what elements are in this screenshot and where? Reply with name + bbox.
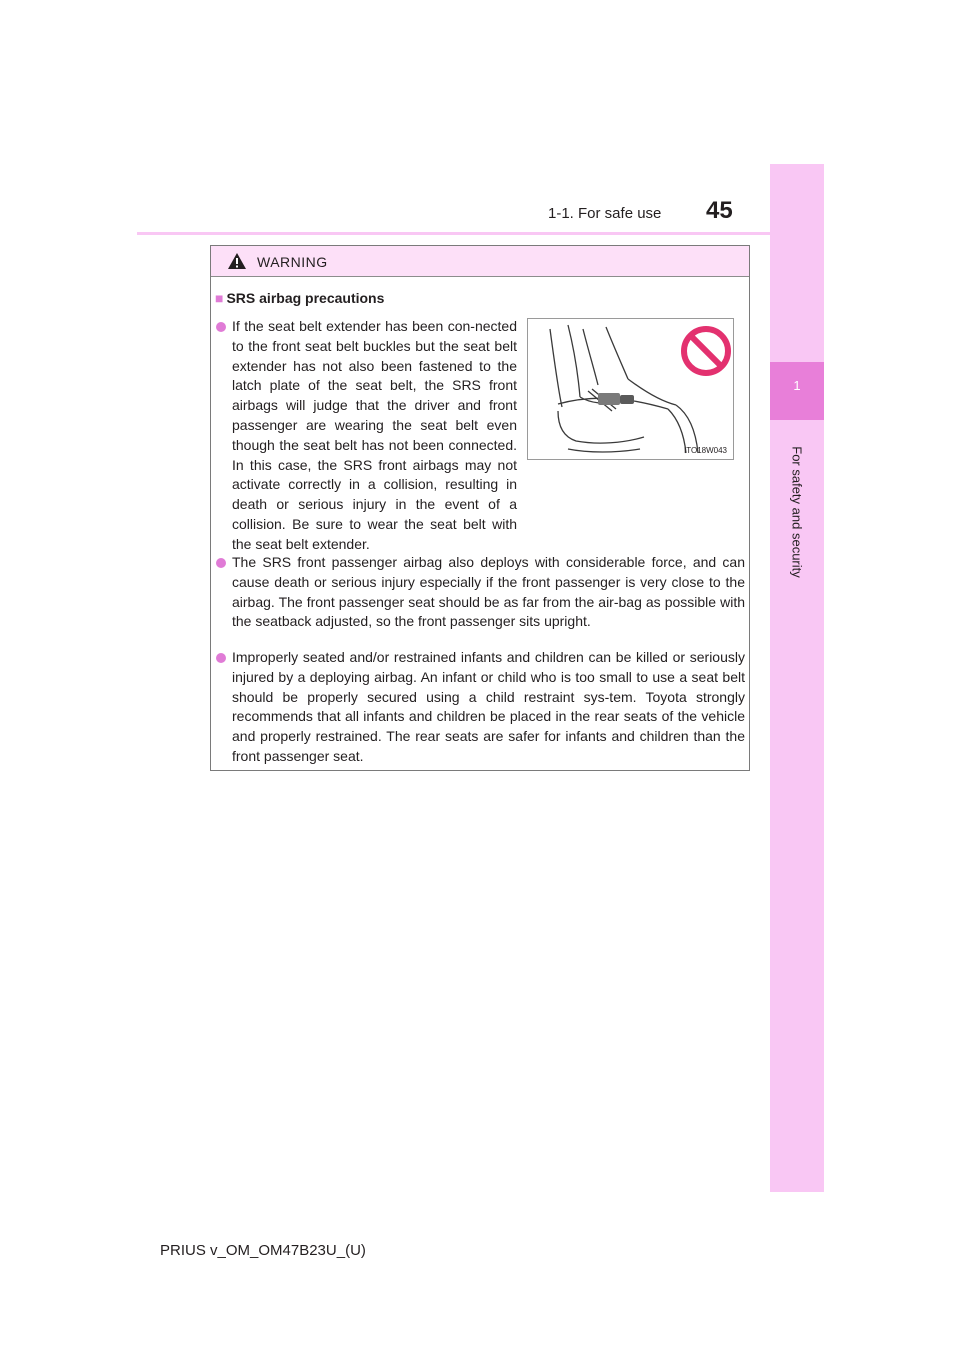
- side-tab: [770, 164, 824, 1192]
- header-divider: [137, 232, 824, 235]
- warning-subheading: [215, 290, 384, 306]
- list-item: [216, 648, 746, 768]
- warning-triangle-icon: [227, 252, 247, 270]
- document-id: PRIUS v_OM_OM47B23U_(U): [160, 1242, 366, 1259]
- illustration-code: ITO18W043: [684, 446, 727, 455]
- bullet-dot-icon: [216, 653, 226, 663]
- bullet-text: The SRS front passenger airbag also deploys with considerable force, and can cause death or serious injury especially if the front passenger is very close to the airbag. The front passenger seat should be as far from the air-bag as possible with the seatback adjusted, so the front passenger sits upright.: [232, 554, 745, 630]
- bullet-dot-icon: [216, 322, 226, 332]
- subheading-text: SRS airbag precautions: [226, 290, 385, 306]
- warning-box: [210, 245, 750, 771]
- bullet-dot-icon: [216, 558, 226, 568]
- prohibition-icon: [684, 329, 728, 373]
- list-item: [216, 553, 746, 653]
- chapter-number: 1: [793, 378, 801, 393]
- chapter-tab: [770, 362, 824, 420]
- page-number: 45: [706, 197, 733, 224]
- seat-belt-illustration: [527, 318, 734, 460]
- bullet-text: If the seat belt extender has been con-nected to the front seat belt buckles but the seat belt extender has not also been fastened to the latch plate of the seat belt, the SRS front airbags will judge that the driver and front passenger are wearing the seat belt even though the seat belt has not been connected. In this case, the SRS front airbags may not activate correctly in a collision, resulting in death or serious injury in the event of a collision. Be sure to wear the seat belt with the seat belt extender.: [232, 318, 517, 552]
- warning-label: WARNING: [257, 254, 328, 270]
- bullet-text: Improperly seated and/or restrained infants and children can be killed or seriously injured by a deploying airbag. An infant or child who is too small to use a seat belt should be properly secured using a child restraint sys-tem. Toyota strongly recommends that all infants and children be placed in the rear seats of the vehicle and properly restrained. The rear seats are safer for infants and children than the front passenger seat.: [232, 649, 745, 764]
- warning-header: [211, 246, 749, 277]
- chapter-label: For safety and security: [789, 446, 805, 578]
- square-bullet-icon: ■: [215, 290, 224, 306]
- seated-passenger-illustration: [528, 319, 733, 459]
- section-title: 1-1. For safe use: [548, 205, 662, 222]
- list-item: [216, 317, 517, 552]
